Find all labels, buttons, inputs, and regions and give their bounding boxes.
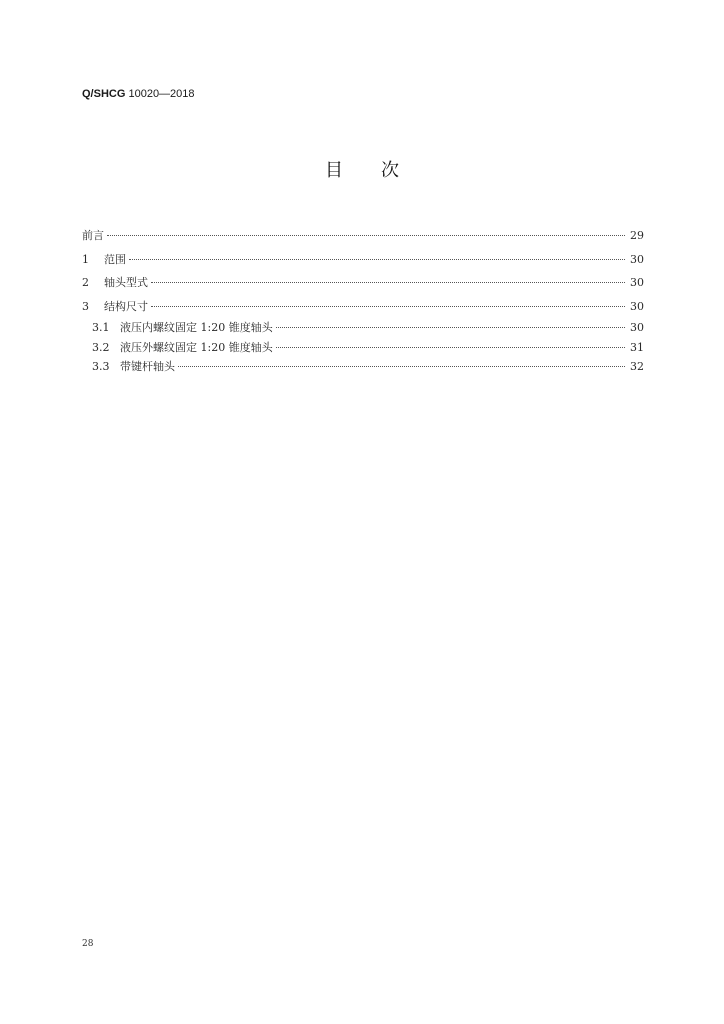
toc-entry-keyed-rod-shaft-head[interactable] xyxy=(82,357,644,377)
toc-title-char-2: 次 xyxy=(381,160,399,181)
toc-entry-label: 范围 xyxy=(104,252,126,266)
toc-entry-number: 3 xyxy=(82,299,89,313)
toc-entry-label: 轴头型式 xyxy=(104,276,148,290)
toc-entry-page: 32 xyxy=(630,360,644,374)
toc-entry-structural-dimensions[interactable] xyxy=(82,295,644,319)
leader-dots xyxy=(129,258,625,260)
leader-dots xyxy=(178,365,625,367)
toc-entry-label: 液压内螺纹固定 1:20 锥度轴头 xyxy=(120,321,273,335)
toc-entry-label: 液压外螺纹固定 1:20 锥度轴头 xyxy=(120,340,273,354)
toc-title xyxy=(0,156,724,182)
leader-dots xyxy=(151,281,625,283)
toc-entry-page: 31 xyxy=(630,340,644,354)
toc-entry-scope[interactable] xyxy=(82,248,644,272)
toc-entry-foreword[interactable] xyxy=(82,224,644,248)
toc-entry-page: 30 xyxy=(630,276,644,290)
toc-entry-number: 3.2 xyxy=(92,340,110,354)
leader-dots xyxy=(276,326,625,328)
page-number: 28 xyxy=(82,939,94,949)
toc-entry-shaft-head-type[interactable] xyxy=(82,271,644,295)
toc-entry-internal-thread-taper[interactable] xyxy=(82,318,644,338)
leader-dots xyxy=(276,346,625,348)
toc-entry-label: 结构尺寸 xyxy=(104,299,148,313)
toc-entry-page: 30 xyxy=(630,299,644,313)
toc-entry-number: 3.3 xyxy=(92,360,110,374)
standard-code: Q/SHCG xyxy=(82,88,126,100)
toc-entry-number: 2 xyxy=(82,276,89,290)
toc-title-char-1: 目 xyxy=(325,160,343,181)
toc-entry-page: 29 xyxy=(630,229,644,242)
toc-entry-number: 1 xyxy=(82,252,89,266)
standard-number: 10020—2018 xyxy=(128,88,195,100)
toc-entry-page: 30 xyxy=(630,321,644,335)
toc-entry-external-thread-taper[interactable] xyxy=(82,338,644,358)
toc-entry-number: 3.1 xyxy=(92,321,110,335)
toc-entry-label: 带键杆轴头 xyxy=(120,360,175,374)
leader-dots xyxy=(151,305,625,307)
toc-entry-page: 30 xyxy=(630,252,644,266)
table-of-contents xyxy=(82,224,644,377)
leader-dots xyxy=(107,234,625,236)
document-header xyxy=(82,88,195,100)
toc-entry-label: 前言 xyxy=(82,229,104,242)
